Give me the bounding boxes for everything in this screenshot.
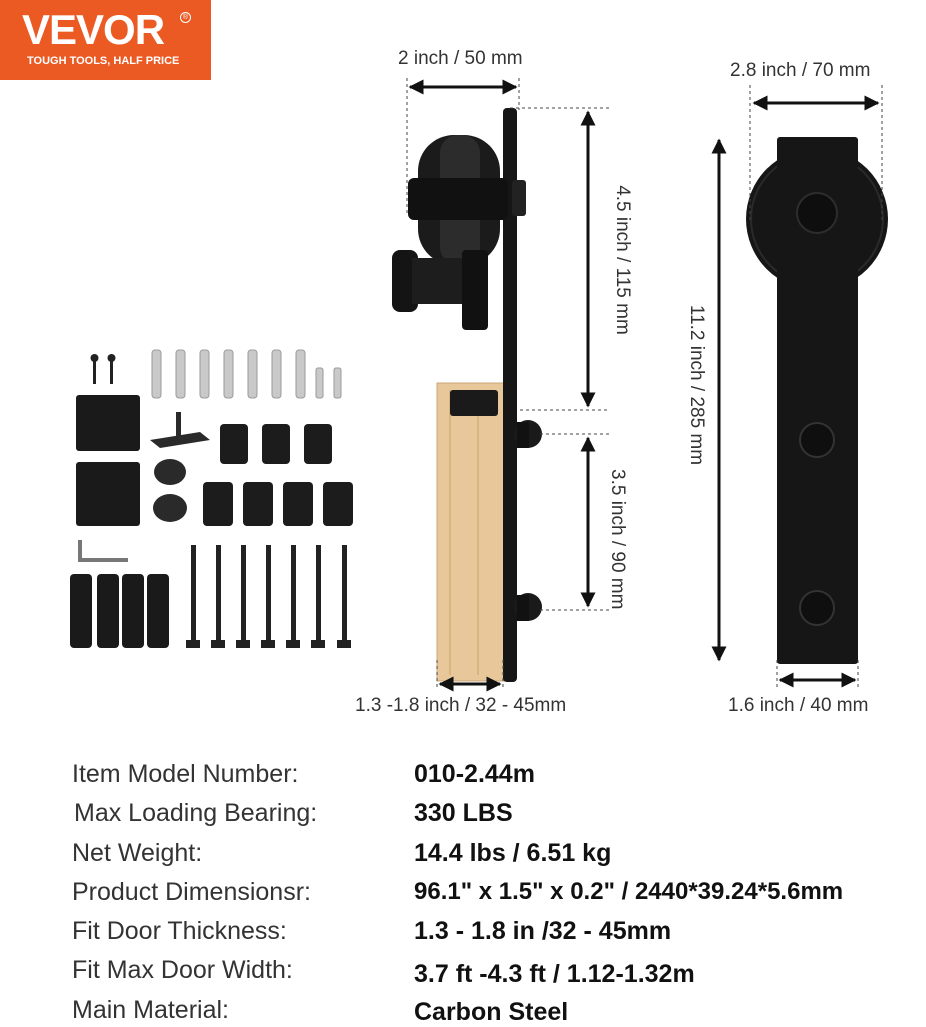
axle-cap	[797, 193, 837, 233]
spacer-bushings	[203, 424, 353, 526]
spec-value-weight: 14.4 lbs / 6.51 kg	[414, 839, 612, 867]
spec-label-door-thickness: Fit Door Thickness:	[72, 917, 287, 945]
strap-width-label: 1.6 inch / 40 mm	[728, 695, 869, 716]
logo-wordmark: VEVOR	[22, 6, 165, 53]
registered-mark: ®	[180, 12, 191, 23]
spec-value-door-width: 3.7 ft -4.3 ft / 1.12-1.32m	[414, 960, 695, 988]
small-screws	[91, 354, 116, 384]
door-thickness-label: 1.3 -1.8 inch / 32 - 45mm	[355, 695, 567, 716]
round-stoppers	[153, 459, 187, 522]
door-block	[437, 383, 505, 681]
spec-value-model: 010-2.44m	[414, 760, 535, 788]
stopper-brackets	[76, 395, 140, 526]
top-height-label: 4.5 inch / 115 mm	[612, 185, 633, 335]
spec-value-load: 330 LBS	[414, 799, 513, 827]
side-view-hanger	[392, 108, 542, 682]
allen-key	[78, 540, 128, 562]
spec-value-material: Carbon Steel	[414, 998, 569, 1026]
logo-tagline: TOUGH TOOLS, HALF PRICE	[27, 55, 180, 67]
wheel-diameter-label: 2.8 inch / 70 mm	[730, 60, 871, 81]
spec-label-model: Item Model Number:	[72, 760, 299, 788]
front-bolt-top	[800, 423, 834, 457]
spec-label-weight: Net Weight:	[72, 839, 203, 867]
spec-value-door-thickness: 1.3 - 1.8 in /32 - 45mm	[414, 917, 672, 945]
hex-bolts	[70, 574, 169, 648]
spec-label-dimensions: Product Dimensionsr:	[72, 878, 311, 906]
spec-label-material: Main Material:	[72, 996, 229, 1024]
total-height-label: 11.2 inch / 285 mm	[686, 304, 707, 466]
spec-label-load: Max Loading Bearing:	[74, 799, 318, 827]
accessory-kit	[70, 350, 353, 648]
lag-screws	[186, 545, 351, 648]
wall-anchors	[152, 350, 341, 398]
spec-label-door-width: Fit Max Door Width:	[72, 956, 293, 984]
spec-value-dimensions: 96.1" x 1.5" x 0.2" / 2440*39.24*5.6mm	[414, 878, 844, 905]
front-view-hanger	[746, 137, 888, 664]
roller-depth-label: 2 inch / 50 mm	[398, 48, 523, 69]
bolt-spacing-label: 3.5 inch / 90 mm	[607, 469, 628, 610]
anti-jump-block	[450, 390, 498, 416]
front-bolt-bottom	[800, 591, 834, 625]
